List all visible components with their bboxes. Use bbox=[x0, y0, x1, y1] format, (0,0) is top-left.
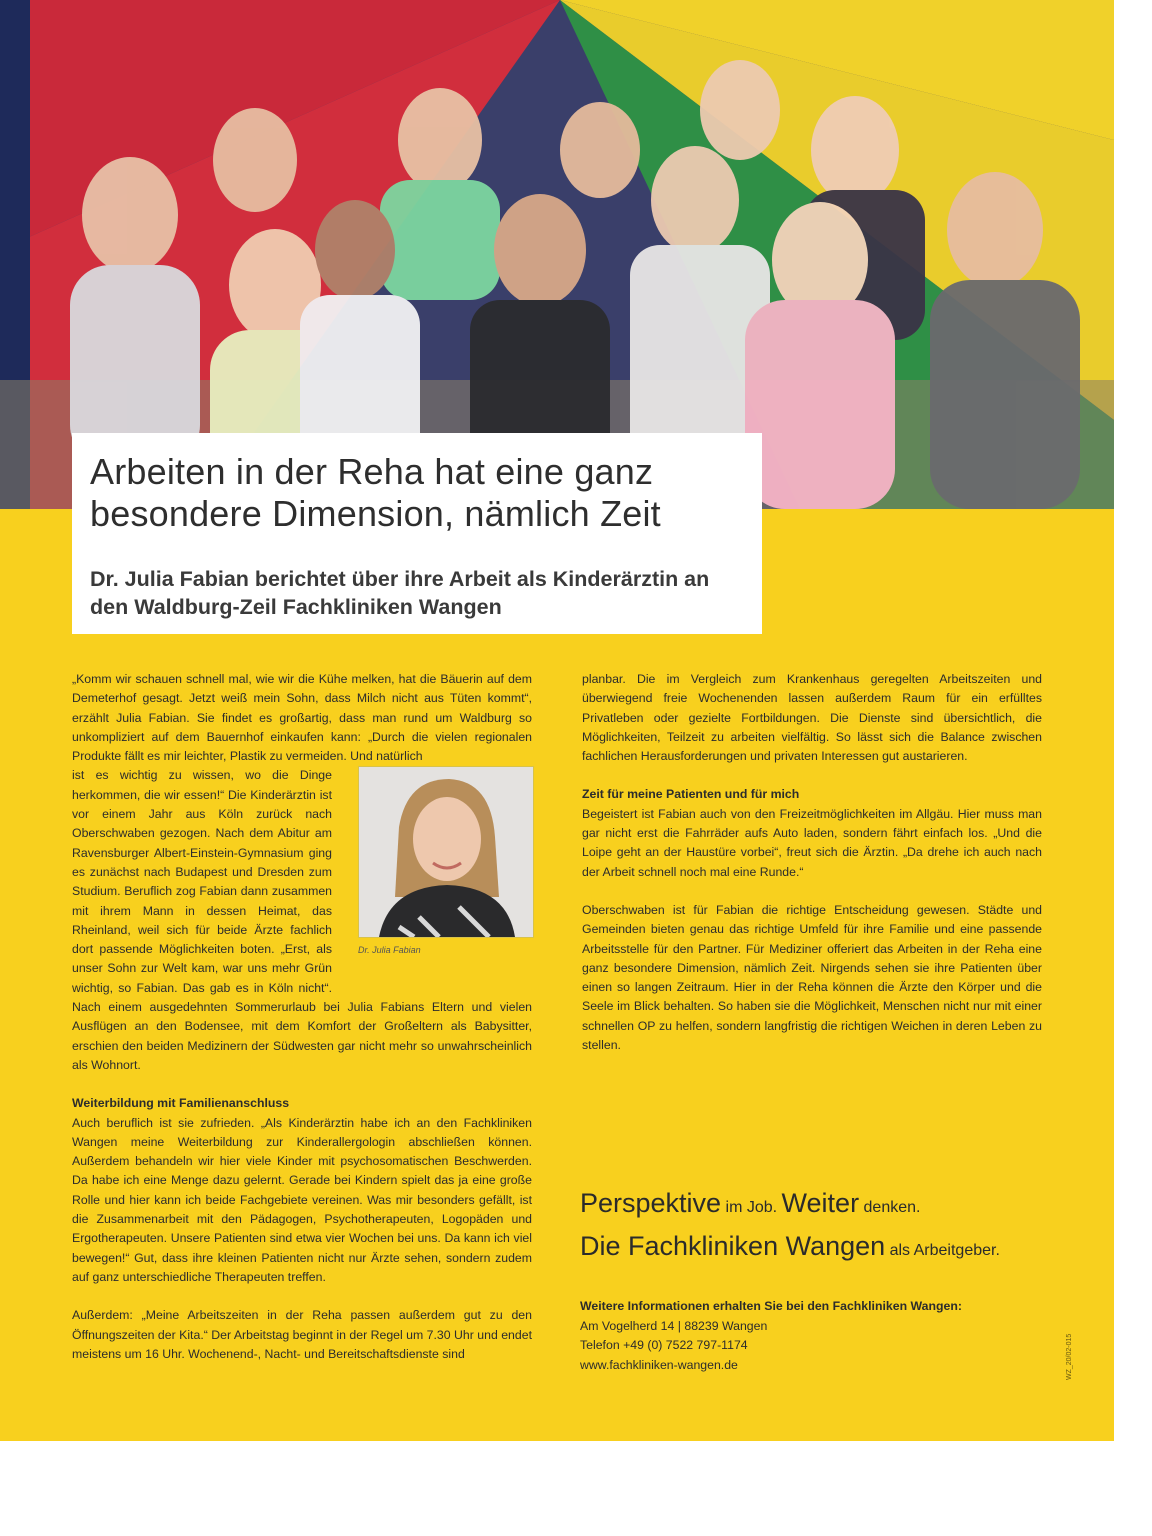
employer-slogan bbox=[580, 1184, 1080, 1270]
print-code: WZ_20/02-015 bbox=[1066, 1333, 1073, 1380]
headline: Arbeiten in der Reha hat eine ganz besondere Dimension, nämlich Zeit bbox=[90, 451, 661, 534]
left-section-heading: Weiterbildung mit Familienanschluss bbox=[72, 1096, 290, 1111]
contact-address: Am Vogelherd 14 | 88239 Wangen bbox=[580, 1318, 768, 1333]
left-paragraph-1: „Komm wir schauen schnell mal, wie wir die Kühe melken, hat die Bäuerin auf dem Demeterhof gesagt. Jetzt weiß mein Sohn, dass Milch nicht aus Tüten kommt“, erzählt Julia Fabian. Sie findet es großartig, dass man rund um Waldburg so unkompliziert auf dem Bauernhof einkaufen kann: „Durch die vielen regionalen Produkte fällt es mir leichter, Plastik zu vermeiden. Und natürlich bbox=[72, 672, 532, 764]
right-paragraph-3: Oberschwaben ist für Fabian die richtige Entscheidung gewesen. Städte und Gemeinden bieten genau das richtige Umfeld für ihre Familie und eine passende Arbeitsstelle für den Partner. Für Mediziner offeriert das Arbeiten in der Reha eine ganz besondere Dimension, nämlich Zeit. Nirgends sehen sie ihre Patienten über einen so langen Zeitraum. Hier in der Reha können die Ärzte den Körper und die Seele im Blick behalten. So haben sie die Möglichkeit, Menschen nicht nur mit einer schnellen OP zu helfen, sondern langfristig die richtigen Weichen in deren Leben zu stellen. bbox=[582, 902, 1042, 1053]
right-section-heading: Zeit für meine Patienten und für mich bbox=[582, 787, 800, 802]
right-paragraph-2: Begeistert ist Fabian auch von den Freizeitmöglichkeiten im Allgäu. Hier muss man gar nicht erst die Fahrräder aufs Auto laden, sondern fährt einfach los. „Und die Loipe geht an der Haustüre vorbei“, freut sich die Ärztin. „Da drehe ich auch nach der Arbeit schnell noch mal eine Runde.“ bbox=[582, 806, 1042, 879]
slogan-word-arbeitgeber: als Arbeitgeber. bbox=[885, 1242, 1000, 1259]
right-column bbox=[582, 670, 1042, 1055]
contact-phone[interactable]: Telefon +49 (0) 7522 797-1174 bbox=[580, 1338, 748, 1352]
slogan-word-perspektive: Perspektive bbox=[580, 1188, 722, 1218]
right-paragraph-1: planbar. Die im Vergleich zum Krankenhaus geregelten Arbeitszeiten und überwiegend freie Wochenenden lassen außerdem Raum für ein erfülltes Privatleben oder gezielte Fortbildungen. Die Dienste sind übersichtlich, die Möglichkeiten, Teilzeit zu arbeiten vielfältig. So lässt sich die Balance zwischen fachlichen Herausforderungen und privaten Interessen gut austarieren. bbox=[582, 672, 1042, 764]
slogan-line-2 bbox=[580, 1227, 1080, 1270]
portrait-icon bbox=[359, 767, 533, 937]
subheadline: Dr. Julia Fabian berichtet über ihre Arbeit als Kinderärztin an den Waldburg-Zeil Fachkliniken Wangen bbox=[90, 567, 710, 619]
portrait-figure bbox=[342, 766, 532, 989]
contact-heading: Weitere Informationen erhalten Sie bei den Fachkliniken Wangen: bbox=[580, 1299, 962, 1313]
slogan-word-weiter: Weiter bbox=[781, 1188, 860, 1218]
left-paragraph-3: Außerdem: „Meine Arbeitszeiten in der Reha passen außerdem gut zu den Öffnungszeiten der Kita.“ Der Arbeitstag beginnt in der Regel um 7.30 Uhr und endet meistens um 16 Uhr. Wochenend-, Nacht- und Bereitschaftsdienste sind bbox=[72, 1308, 532, 1361]
slogan-word-denken: denken. bbox=[859, 1199, 921, 1216]
contact-block bbox=[580, 1297, 1080, 1375]
left-column bbox=[72, 670, 532, 1364]
left-paragraph-2: Auch beruflich ist sie zufrieden. „Als Kinderärztin habe ich an den Fachkliniken Wangen meine Weiterbildung zur Kinderallergologin abschließen können. Außerdem behandeln wir hier viele Kinder mit psychosomatischen Beschwerden. Da habe ich eine Menge dazu gelernt. Gerade bei Kindern spielt das ja eine große Rolle und hier kann ich beide Fachgebiete vereinen. Was mir besonders gefällt, ist die Zusammenarbeit mit den Pädagogen, Psychotherapeuten, Logopäden und Ergotherapeuten. Unsere Patienten sind etwa vier Wochen bei uns. Da kann ich viel bewegen!“ Gut, dass ihre kleinen Patienten nicht nur Ärzte sehen, sondern zudem auf ganz unterschiedliche Therapeuten treffen. bbox=[72, 1115, 532, 1284]
slogan-word-im-job: im Job. bbox=[721, 1199, 782, 1216]
portrait-caption: Dr. Julia Fabian bbox=[358, 945, 421, 956]
contact-website-link[interactable]: www.fachkliniken-wangen.de bbox=[580, 1357, 738, 1372]
slogan-word-fachkliniken: Die Fachkliniken Wangen bbox=[580, 1231, 886, 1261]
portrait-photo bbox=[358, 766, 534, 938]
left-paragraph-1-continued: ist es wichtig zu wissen, wo die Dinge herkommen, die wir essen!“ Die Kinderärztin ist vor einem Jahr aus Köln zurück nach Oberschwaben gezogen. Nach dem Abitur am Ravensburger Albert-Einstein-Gymnasium ging es zunächst nach Budapest und Dresden zum Studium. Beruflich zog Fabian dann zusammen mit ihrem Mann in dessen Heimat, das Rheinland, weil sich für beide Ärzte fachlich dort passende Möglichkeiten boten. „Erst, als unser Sohn zur Welt kam, war uns mehr Grün wichtig, so Fabian. Das gab es in Köln nicht“. Nach einem ausgedehnten Sommerurlaub bei Julia Fabians Eltern und vielen Ausflügen an den Bodensee, mit dem Komfort der Großeltern als Babysitter, erschien den beiden Medizinern der Südwesten gar nicht mehr so unwahrscheinlich als Wohnort. bbox=[72, 768, 532, 1072]
title-box bbox=[72, 433, 762, 634]
slogan-line-1 bbox=[580, 1184, 1080, 1227]
